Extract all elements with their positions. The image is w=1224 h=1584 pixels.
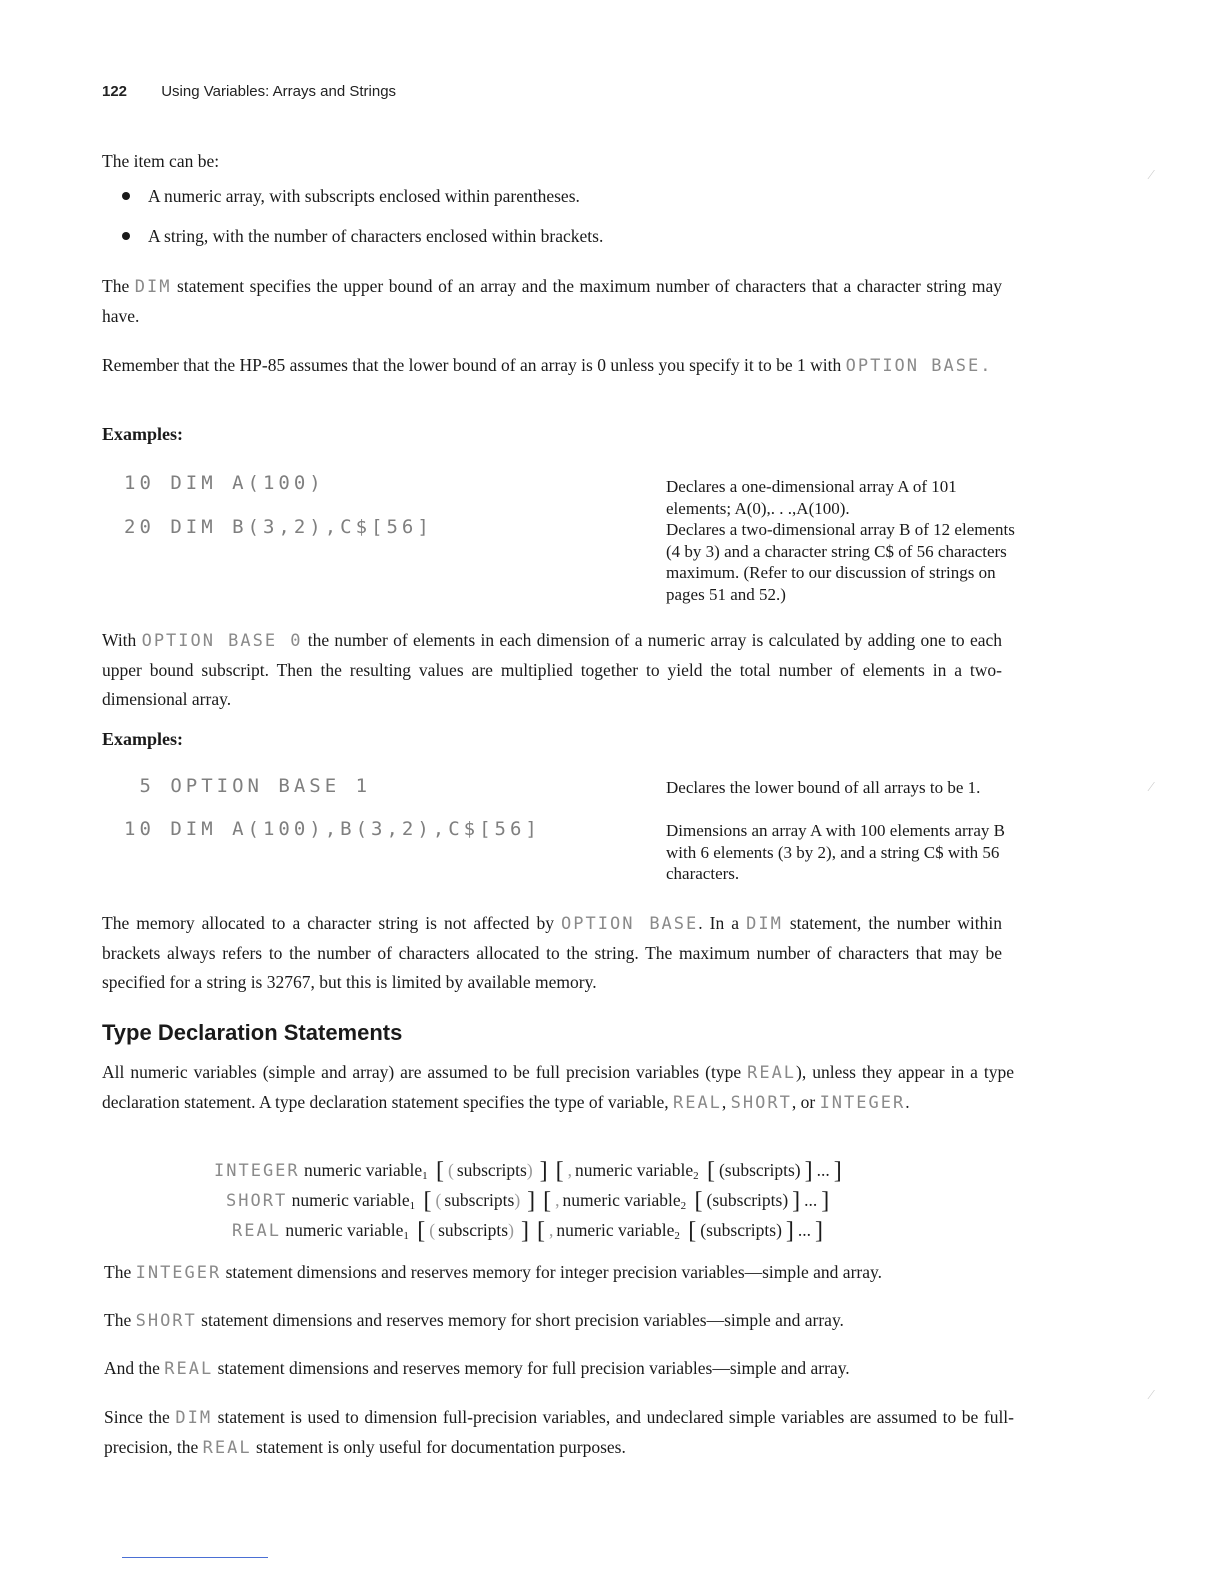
scan-mark-icon: ⁄: [1150, 168, 1153, 183]
dim-paragraph: [102, 272, 1002, 331]
code-example: 5 OPTION BASE 1: [124, 775, 372, 797]
syntax-subscripts: subscripts: [438, 1220, 509, 1240]
text-run: The: [102, 276, 135, 296]
code-example: 10 DIM A(100): [124, 472, 325, 494]
syntax-ellipsis: ...: [797, 1220, 812, 1240]
syntax-var: numeric variable: [556, 1220, 675, 1240]
bullet-text: A numeric array, with subscripts enclosed within parentheses.: [148, 186, 580, 206]
syntax-line-real: REAL numeric variable$_1$ [ ( subscripts) ] [ , numeric variable$_2$ [ (subscripts) ] ... ]: [232, 1218, 824, 1244]
text-run: statement dimensions and reserves memory for short precision variables—simple and array.: [196, 1310, 844, 1330]
text-run: With: [102, 630, 142, 650]
text-run: the number of elements in each dimension of a numeric array is calculated by adding one to each upper bound subscript. Then the resulting values are multiplied together to yield the total number of elements in a two-dimensional array.: [102, 630, 1002, 709]
keyword-short: SHORT: [135, 1311, 197, 1331]
syntax-ellipsis: ...: [804, 1190, 818, 1210]
syntax-subscripts: (subscripts): [706, 1190, 789, 1210]
subscript-index: 2: [680, 1200, 687, 1212]
keyword-real: REAL: [202, 1438, 252, 1458]
keyword-short: SHORT: [226, 1191, 288, 1211]
code-description: Declares a one-dimensional array A of 101 elements; A(0),. . .,A(100).: [666, 477, 957, 518]
bullet-dot-icon: [122, 192, 130, 200]
code-example: 10 DIM A(100),B(3,2),C$[56]: [124, 818, 541, 840]
code-example: 20 DIM B(3,2),C$[56]: [124, 516, 433, 538]
keyword-option-base: OPTION BASE.: [845, 356, 993, 376]
integer-statement-paragraph: [104, 1258, 1004, 1288]
intro-lead: The item can be:: [102, 151, 220, 171]
syntax-ellipsis: ...: [816, 1160, 830, 1180]
keyword-integer: INTEGER: [214, 1161, 300, 1181]
bullet-item: [122, 186, 580, 207]
text-run: statement specifies the upper bound of an array and the maximum number of characters that a character string may have.: [102, 276, 1002, 326]
text-run: statement is used to dimension full-precision variables, and undeclared simple variables are assumed to be full-precision, the: [104, 1407, 1014, 1457]
syntax-subscripts: (subscripts): [718, 1160, 801, 1180]
scan-mark-icon: ⁄: [1150, 1388, 1153, 1403]
section-heading: Type Declaration Statements: [102, 1020, 403, 1045]
text-run: statement is only useful for documentation purposes.: [251, 1437, 626, 1457]
text-run: statement, the number within brackets always refers to the number of characters allocated to the string. The maximum number of characters that may be specified for a string is 32767, but this is limited by available memory.: [102, 913, 1002, 992]
bullet-item: [122, 226, 603, 247]
syntax-subscripts: subscripts: [456, 1160, 527, 1180]
text-run: statement dimensions and reserves memory for integer precision variables—simple and array.: [221, 1262, 882, 1282]
page-number: 122: [102, 83, 128, 100]
keyword-dim: DIM: [175, 1408, 213, 1428]
text-run: The: [104, 1310, 136, 1330]
closing-paragraph: [104, 1403, 1014, 1463]
subscript-index: 2: [674, 1230, 680, 1242]
keyword-real: REAL: [232, 1221, 281, 1241]
subscript-index: 1: [403, 1230, 409, 1242]
examples-heading: Examples:: [102, 729, 183, 749]
text-run: ,: [721, 1092, 731, 1112]
text-run: . In a: [698, 913, 747, 933]
keyword-option-base: OPTION BASE: [561, 914, 699, 934]
real-statement-paragraph: [104, 1354, 1004, 1384]
text-run: Remember that the HP-85 assumes that the lower bound of an array is 0 unless you specify it to be 1 with: [102, 355, 846, 375]
text-run: And the: [104, 1358, 165, 1378]
scan-mark-icon: ⁄: [1150, 780, 1153, 795]
subscript-index: 2: [693, 1170, 699, 1182]
running-header: [102, 83, 396, 100]
keyword-integer: INTEGER: [135, 1263, 222, 1283]
option-base-paragraph: [102, 626, 1002, 714]
keyword-real: REAL: [747, 1063, 797, 1083]
keyword-dim: DIM: [134, 277, 172, 297]
short-statement-paragraph: [104, 1306, 1004, 1336]
keyword-short: SHORT: [730, 1093, 792, 1113]
subscript-index: 1: [409, 1200, 416, 1212]
keyword-dim: DIM: [746, 914, 783, 934]
text-run: All numeric variables (simple and array) are assumed to be full precision variables (type: [102, 1062, 748, 1082]
memory-paragraph: [102, 909, 1002, 997]
syntax-line-short: SHORT numeric variable$_1$ [ ( subscripts) ] [ , numeric variable$_2$ [ (subscripts) ] ... ]: [226, 1188, 830, 1214]
syntax-var: numeric variable: [304, 1160, 423, 1180]
text-run: .: [905, 1092, 910, 1112]
keyword-real: REAL: [164, 1359, 214, 1379]
keyword-integer: INTEGER: [819, 1093, 906, 1113]
examples-heading: Examples:: [102, 424, 183, 444]
text-run: statement dimensions and reserves memory for full precision variables—simple and array.: [213, 1358, 850, 1378]
keyword-option-base-0: OPTION BASE 0: [141, 631, 303, 651]
footnote-rule: [122, 1557, 268, 1558]
subscript-index: 1: [422, 1170, 428, 1182]
code-description: Declares the lower bound of all arrays to be 1.: [666, 778, 981, 797]
syntax-subscripts: (subscripts): [700, 1220, 782, 1240]
keyword-real: REAL: [672, 1093, 722, 1113]
syntax-var: numeric variable: [291, 1190, 410, 1210]
syntax-var: numeric variable: [285, 1220, 404, 1240]
running-title: Using Variables: Arrays and Strings: [161, 83, 397, 100]
text-run: , or: [791, 1092, 820, 1112]
syntax-var: numeric variable: [575, 1160, 694, 1180]
bullet-dot-icon: [122, 232, 130, 240]
bullet-text: A string, with the number of characters enclosed within brackets.: [148, 226, 604, 246]
text-run: ), unless they appear in a type declaration statement. A type declaration statement specifies the type of variable,: [102, 1062, 1014, 1112]
code-description: Declares a two-dimensional array B of 12 elements (4 by 3) and a character string C$ of 56 characters maximum. (Refer to our discussion of strings on pages 51 and 52.): [666, 520, 1015, 604]
syntax-var: numeric variable: [562, 1190, 681, 1210]
code-description: Dimensions an array A with 100 elements array B with 6 elements (3 by 2), and a string C$ with 56 characters.: [666, 821, 1005, 883]
text-run: The: [104, 1262, 136, 1282]
remember-paragraph: [102, 351, 1002, 381]
syntax-subscripts: subscripts: [444, 1190, 515, 1210]
type-paragraph: [102, 1058, 1014, 1118]
syntax-line-integer: INTEGER numeric variable$_1$ [ ( subscripts) ] [ , numeric variable$_2$ [ (subscripts) ] ... ]: [214, 1158, 842, 1184]
text-run: The memory allocated to a character string is not affected by: [102, 913, 562, 933]
text-run: Since the: [104, 1407, 176, 1427]
